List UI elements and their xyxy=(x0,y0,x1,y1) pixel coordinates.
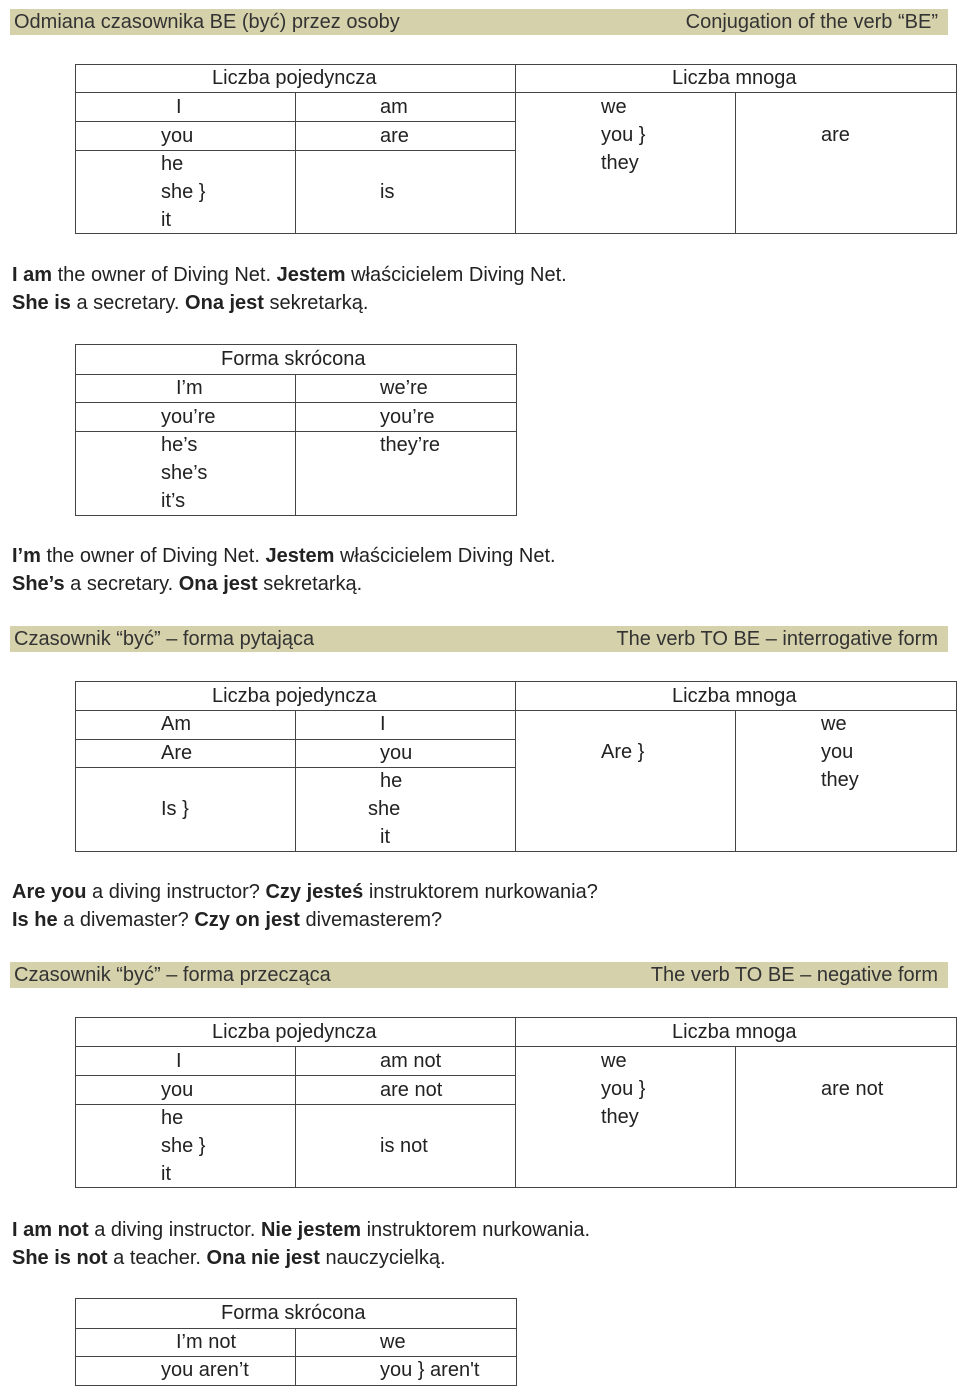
pronoun: it xyxy=(161,209,171,231)
short-form: we xyxy=(380,1331,406,1353)
verb-form: are xyxy=(380,125,409,147)
pronoun: you } xyxy=(601,1078,646,1100)
pronoun: we xyxy=(821,713,847,735)
pronoun: she xyxy=(368,798,401,820)
example-sentence: I’m the owner of Diving Net. Jestem właścicielem Diving Net. xyxy=(12,545,556,567)
pronoun: he xyxy=(161,153,184,175)
pronoun: I xyxy=(176,1050,182,1072)
verb-form: am not xyxy=(380,1050,442,1072)
example-sentence: She is a secretary. Ona jest sekretarką. xyxy=(12,292,369,314)
short-form: she’s xyxy=(161,462,208,484)
short-form: they’re xyxy=(380,434,441,456)
pronoun: you xyxy=(380,742,413,764)
verb-form: are xyxy=(821,124,850,146)
pronoun: we xyxy=(601,1050,627,1072)
verb-form: Are xyxy=(161,742,193,764)
pronoun: we xyxy=(601,96,627,118)
verb-form: are not xyxy=(821,1078,884,1100)
example-sentence: I am not a diving instructor. Nie jestem instruktorem nurkowania. xyxy=(12,1219,591,1241)
short-form: you’re xyxy=(380,406,435,428)
banner-title-pl: Czasownik “być” – forma pytająca xyxy=(14,628,315,650)
header-plural: Liczba mnoga xyxy=(672,67,797,89)
verb-form: Is } xyxy=(161,798,189,820)
short-form: you’re xyxy=(161,406,216,428)
example-sentence: She’s a secretary. Ona jest sekretarką. xyxy=(12,573,363,595)
short-form: it’s xyxy=(161,490,186,512)
verb-form: is xyxy=(380,181,395,203)
verb-form: are not xyxy=(380,1079,443,1101)
pronoun: I xyxy=(176,96,182,118)
pronoun: you xyxy=(821,741,854,763)
pronoun: they xyxy=(601,1106,639,1128)
short-form: I’m not xyxy=(176,1331,237,1353)
example-sentence: Is he a divemaster? Czy on jest divemasterem? xyxy=(12,909,443,931)
banner-title-en: The verb TO BE – interrogative form xyxy=(616,628,938,650)
verb-form: Am xyxy=(161,713,191,735)
pronoun: she } xyxy=(161,1135,206,1157)
example-sentence: Are you a diving instructor? Czy jesteś instruktorem nurkowania? xyxy=(12,881,598,903)
pronoun: they xyxy=(601,152,639,174)
section-banner-negative xyxy=(10,962,948,988)
pronoun: you } xyxy=(601,124,646,146)
banner-title-en: The verb TO BE – negative form xyxy=(650,964,938,986)
pronoun: he xyxy=(161,1107,184,1129)
verb-form: is not xyxy=(380,1135,428,1157)
pronoun: you xyxy=(161,1079,194,1101)
short-form: you aren’t xyxy=(161,1359,249,1381)
pronoun: it xyxy=(380,826,390,848)
banner-title-en: Conjugation of the verb “BE” xyxy=(685,11,938,33)
short-form: he’s xyxy=(161,434,198,456)
short-form: you } aren't xyxy=(380,1359,480,1381)
header-plural: Liczba mnoga xyxy=(672,685,797,707)
header-short-form: Forma skrócona xyxy=(221,348,366,370)
pronoun: she } xyxy=(161,181,206,203)
short-form: I’m xyxy=(176,377,203,399)
example-sentence: She is not a teacher. Ona nie jest nauczycielką. xyxy=(12,1247,446,1269)
header-singular: Liczba pojedyncza xyxy=(212,67,377,89)
banner-title-pl: Czasownik “być” – forma przecząca xyxy=(14,964,331,986)
header-plural: Liczba mnoga xyxy=(672,1021,797,1043)
verb-form: am xyxy=(380,96,408,118)
banner-title-pl: Odmiana czasownika BE (być) przez osoby xyxy=(14,11,400,33)
verb-form: Are } xyxy=(601,741,645,763)
short-form: we’re xyxy=(380,377,428,399)
pronoun: he xyxy=(380,770,403,792)
pronoun: you xyxy=(161,125,194,147)
pronoun: they xyxy=(821,769,859,791)
section-banner-interrogative xyxy=(10,626,948,652)
pronoun: it xyxy=(161,1163,171,1185)
header-singular: Liczba pojedyncza xyxy=(212,685,377,707)
section-banner-conjugation xyxy=(10,9,948,35)
example-sentence: I am the owner of Diving Net. Jestem właścicielem Diving Net. xyxy=(12,264,567,286)
header-singular: Liczba pojedyncza xyxy=(212,1021,377,1043)
header-short-form: Forma skrócona xyxy=(221,1302,366,1324)
pronoun: I xyxy=(380,713,386,735)
